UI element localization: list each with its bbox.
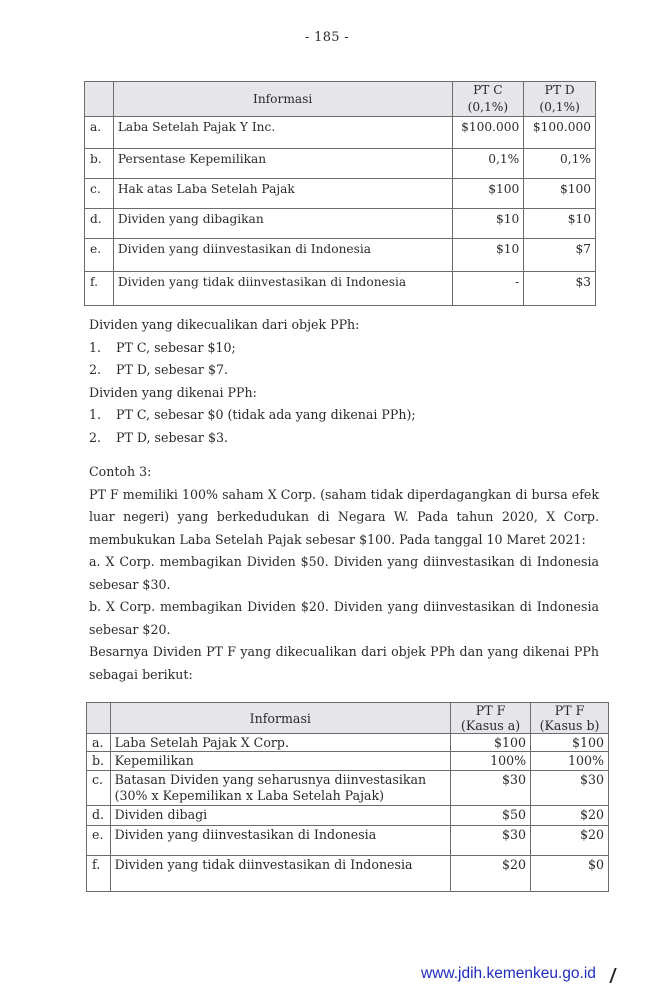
row-label: Dividen dibagi [110, 806, 450, 826]
row-value-pt-c: $10 [452, 209, 524, 239]
case-b-text: b. X Corp. membagikan Dividen $20. Dividen yang diinvestasikan di Indonesia sebesar $20. [89, 599, 599, 637]
row-value-case-b: $30 [531, 771, 609, 806]
dividend-table-pt-c-pt-d [84, 81, 596, 306]
taxed-heading: Dividen yang dikenai PPh: [89, 384, 257, 400]
row-index: b. [85, 149, 114, 179]
table-row [87, 806, 609, 826]
header-case-a-sub: (Kasus a) [460, 718, 521, 733]
example-paragraph: PT F memiliki 100% saham X Corp. (saham tidak diperdagangkan di bursa efek luar negeri) yang berkedudukan di Negara W. Pada tahun 2020, X Corp. membukukan Laba Setelah Pajak sebesar $100. Pada tanggal 10 Maret 2021: [89, 486, 599, 547]
header-case-a-name: PT F [475, 703, 506, 718]
header-case-b [531, 703, 609, 734]
row-value-pt-c: $100.000 [452, 117, 524, 149]
row-value-pt-c: 0,1% [452, 149, 524, 179]
row-index: a. [85, 117, 114, 149]
row-value-pt-d: $3 [524, 272, 596, 306]
row-value-case-a: 100% [451, 752, 531, 771]
table-header-row [85, 82, 596, 117]
row-value-pt-d: $7 [524, 239, 596, 272]
row-value-case-b: $20 [531, 806, 609, 826]
row-label: Laba Setelah Pajak Y Inc. [113, 117, 452, 149]
row-value-case-a: $50 [451, 806, 531, 826]
row-index: c. [85, 179, 114, 209]
row-index: d. [87, 806, 111, 826]
row-value-case-b: 100% [531, 752, 609, 771]
row-label: Hak atas Laba Setelah Pajak [113, 179, 452, 209]
table-row [87, 734, 609, 752]
list-number: 2. [89, 362, 102, 377]
list-item [89, 337, 597, 360]
list-text: PT C, sebesar $0 (tidak ada yang dikenai PPh); [116, 407, 416, 422]
row-label: Dividen yang tidak diinvestasikan di Indonesia [113, 272, 452, 306]
row-index: e. [85, 239, 114, 272]
list-item [89, 359, 597, 382]
row-label: Dividen yang diinvestasikan di Indonesia [113, 239, 452, 272]
list-item [89, 427, 597, 450]
example-heading: Contoh 3: [89, 464, 152, 479]
table-row [87, 826, 609, 856]
table-row [85, 149, 596, 179]
row-index: f. [87, 856, 111, 892]
page-number: - 185 - [305, 30, 349, 45]
jdih-website-link[interactable]: www.jdih.kemenkeu.go.id [421, 965, 596, 982]
header-case-a [451, 703, 531, 734]
example-3-block [89, 461, 599, 686]
case-a-text: a. X Corp. membagikan Dividen $50. Dividen yang diinvestasikan di Indonesia sebesar $30. [89, 554, 599, 592]
table-row [87, 752, 609, 771]
row-index: d. [85, 209, 114, 239]
list-text: PT C, sebesar $10; [116, 339, 236, 355]
row-label: Dividen yang diinvestasikan di Indonesia [110, 826, 450, 856]
dividend-table-pt-f [86, 702, 609, 892]
row-index: f. [85, 272, 114, 306]
list-number: 1. [89, 339, 102, 355]
row-value-pt-c: - [452, 272, 524, 306]
dividend-summary-block [89, 314, 597, 449]
row-index: a. [87, 734, 111, 752]
row-value-case-a: $30 [451, 771, 531, 806]
excluded-heading: Dividen yang dikecualikan dari objek PPh: [89, 317, 360, 332]
header-informasi: Informasi [110, 703, 450, 734]
row-value-case-b: $0 [531, 856, 609, 892]
header-pt-c-share: (0,1%) [467, 100, 509, 114]
header-pt-d-name: PT D [544, 83, 575, 97]
table-row [85, 239, 596, 272]
row-value-case-a: $30 [451, 826, 531, 856]
table-header-row [87, 703, 609, 734]
header-informasi: Informasi [113, 82, 452, 117]
header-case-b-name: PT F [554, 703, 585, 718]
header-pt-d [524, 82, 596, 117]
row-label-line2: (30% x Kepemilikan x Laba Setelah Pajak) [114, 788, 385, 803]
list-text: PT D, sebesar $7. [116, 362, 228, 377]
list-text: PT D, sebesar $3. [116, 429, 228, 445]
row-value-pt-d: $100.000 [524, 117, 596, 149]
header-case-b-sub: (Kasus b) [539, 718, 600, 733]
row-label [110, 771, 450, 806]
row-value-pt-c: $10 [452, 239, 524, 272]
row-value-pt-d: 0,1% [524, 149, 596, 179]
table-row [87, 771, 609, 806]
row-index: b. [87, 752, 111, 771]
list-number: 1. [89, 407, 102, 422]
row-label: Dividen yang dibagikan [113, 209, 452, 239]
row-value-case-b: $100 [531, 734, 609, 752]
table-row [85, 179, 596, 209]
row-label-line1: Batasan Dividen yang seharusnya diinvestasikan [114, 772, 427, 787]
table-row [85, 272, 596, 306]
list-number: 2. [89, 429, 102, 445]
row-value-pt-d: $10 [524, 209, 596, 239]
row-value-case-a: $20 [451, 856, 531, 892]
header-pt-c-name: PT C [473, 83, 503, 97]
header-pt-d-share: (0,1%) [539, 100, 580, 114]
header-index-cell [85, 82, 114, 117]
header-pt-c [452, 82, 524, 117]
table-row [85, 209, 596, 239]
header-index-cell [87, 703, 111, 734]
table-row [85, 117, 596, 149]
row-index: c. [87, 771, 111, 806]
table-row [87, 856, 609, 892]
row-value-pt-c: $100 [452, 179, 524, 209]
row-index: e. [87, 826, 111, 856]
row-value-case-a: $100 [451, 734, 531, 752]
list-item [89, 404, 597, 427]
signature-mark-icon [609, 968, 616, 983]
row-label: Laba Setelah Pajak X Corp. [110, 734, 450, 752]
row-label: Persentase Kepemilikan [113, 149, 452, 179]
row-value-pt-d: $100 [524, 179, 596, 209]
row-value-case-b: $20 [531, 826, 609, 856]
row-label: Dividen yang tidak diinvestasikan di Indonesia [110, 856, 450, 892]
conclusion-text: Besarnya Dividen PT F yang dikecualikan dari objek PPh dan yang dikenai PPh sebagai berikut: [89, 644, 599, 682]
row-label: Kepemilikan [110, 752, 450, 771]
